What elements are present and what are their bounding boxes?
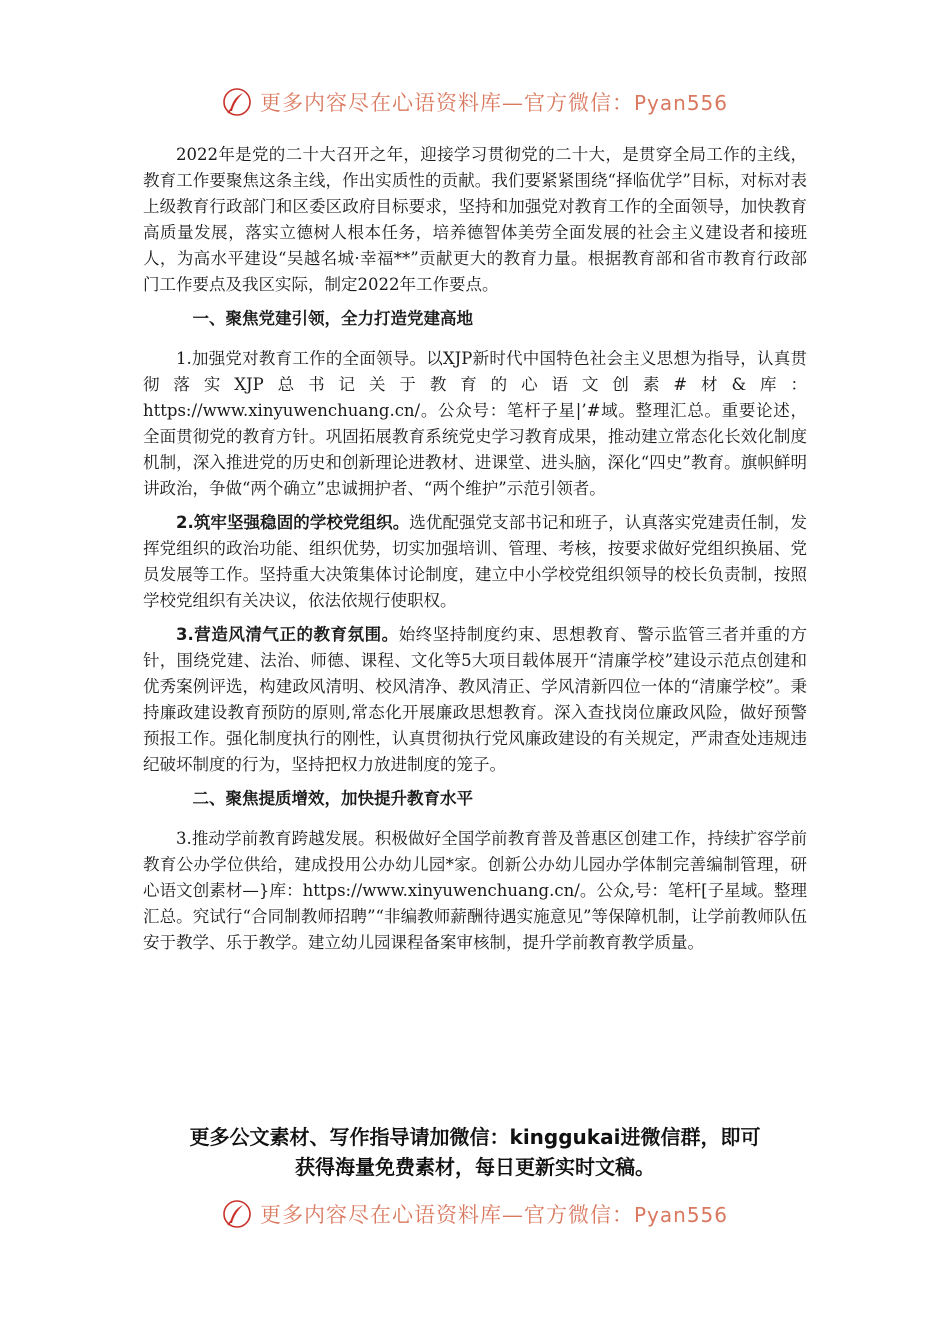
watermark-text: 更多内容尽在心语资料库—官方微信：Pyan556: [259, 1203, 728, 1227]
item-lead: 3.营造风清气正的教育氛围。: [176, 625, 399, 644]
document-body: [143, 142, 807, 964]
intro-paragraph: 2022年是党的二十大召开之年，迎接学习贯彻党的二十大，是贯穿全局工作的主线，教育工作要聚焦这条主线，作出实质性的贡献。我们要紧紧围绕“择临优学”目标，对标对表上级教育行政部门和区委区政府目标要求，坚持和加强党对教育工作的全面领导，加快教育高质量发展，落实立德树人根本任务，培养德智体美劳全面发展的社会主义建设者和接班人，为高水平建设“吴越名城·幸福**”贡献更大的教育力量。根据教育部和省市教育行政部门工作要点及我区实际，制定2022年工作要点。: [143, 145, 807, 294]
footer-promo-note: [120, 1122, 830, 1182]
section-heading-2: 二、聚焦提质增效，加快提升教育水平: [192, 789, 473, 808]
footer-watermark-banner: [0, 1194, 950, 1234]
quill-pen-icon: [222, 1199, 252, 1229]
watermark-text: 更多内容尽在心语资料库—官方微信：Pyan556: [259, 91, 728, 115]
section-heading-1: 一、聚焦党建引领，全力打造党建高地: [192, 309, 473, 328]
quill-pen-icon: [222, 87, 252, 117]
header-watermark-banner: [0, 82, 950, 122]
wechat-id: Pyan556: [633, 1203, 728, 1227]
item-lead: 2.筑牢坚强稳固的学校党组织。: [176, 513, 410, 532]
section-1-item-1: 1.加强党对教育工作的全面领导。以XJP新时代中国特色社会主义思想为指导，认真贯彻落实XJP总书记关于教育的心语文创素#材&库：https://www.xinyuwenchuang.cn/。公众号：笔杆子星|’#域。整理汇总。重要论述，全面贯彻党的教育方针。巩固拓展教育系统党史学习教育成果，推动建立常态化长效化制度机制，深入推进党的历史和创新理论进教材、进课堂、进头脑，深化“四史”教育。旗帜鲜明讲政治，争做“两个确立”忠诚拥护者、“两个维护”示范引领者。: [143, 349, 807, 498]
section-1-item-3: 3.营造风清气正的教育氛围。始终坚持制度约束、思想教育、警示监管三者并重的方针，围绕党建、法治、师德、课程、文化等5大项目载体展开“清廉学校”建设示范点创建和优秀案例评选，构建政风清明、校风清净、教风清正、学风清新四位一体的“清廉学校”。秉持廉政建设教育预防的原则,常态化开展廉政思想教育。深入查找岗位廉政风险，做好预警预报工作。强化制度执行的刚性，认真贯彻执行党风廉政建设的有关规定，严肃查处违规违纪破坏制度的行为，坚持把权力放进制度的笼子。: [143, 625, 808, 774]
footer-note-line-2: 获得海量免费素材，每日更新实时文稿。: [295, 1155, 655, 1179]
wechat-id: Pyan556: [633, 91, 728, 115]
section-2-item-1: 3.推动学前教育跨越发展。积极做好全国学前教育普及普惠区创建工作，持续扩容学前教育公办学位供给，建成投用公办幼儿园*家。创新公办幼儿园办学体制完善编制管理，研心语文创素材—}库：https://www.xinyuwenchuang.cn/。公众,号：笔杆[子星域。整理汇总。究试行“合同制教师招聘”“非编教师薪酬待遇实施意见”等保障机制，让学前教师队伍安于教学、乐于教学。建立幼儿园课程备案审核制，提升学前教育教学质量。: [143, 829, 807, 952]
section-1-item-2: 2.筑牢坚强稳固的学校党组织。选优配强党支部书记和班子，认真落实党建责任制，发挥党组织的政治功能、组织优势，切实加强培训、管理、考核，按要求做好党组织换届、党员发展等工作。坚持重大决策集体讨论制度，建立中小学校党组织领导的校长负责制，按照学校党组织有关决议，依法依规行使职权。: [143, 513, 808, 610]
footer-note-line-1: 更多公文素材、写作指导请加微信：kinggukai进微信群，即可: [189, 1125, 761, 1149]
